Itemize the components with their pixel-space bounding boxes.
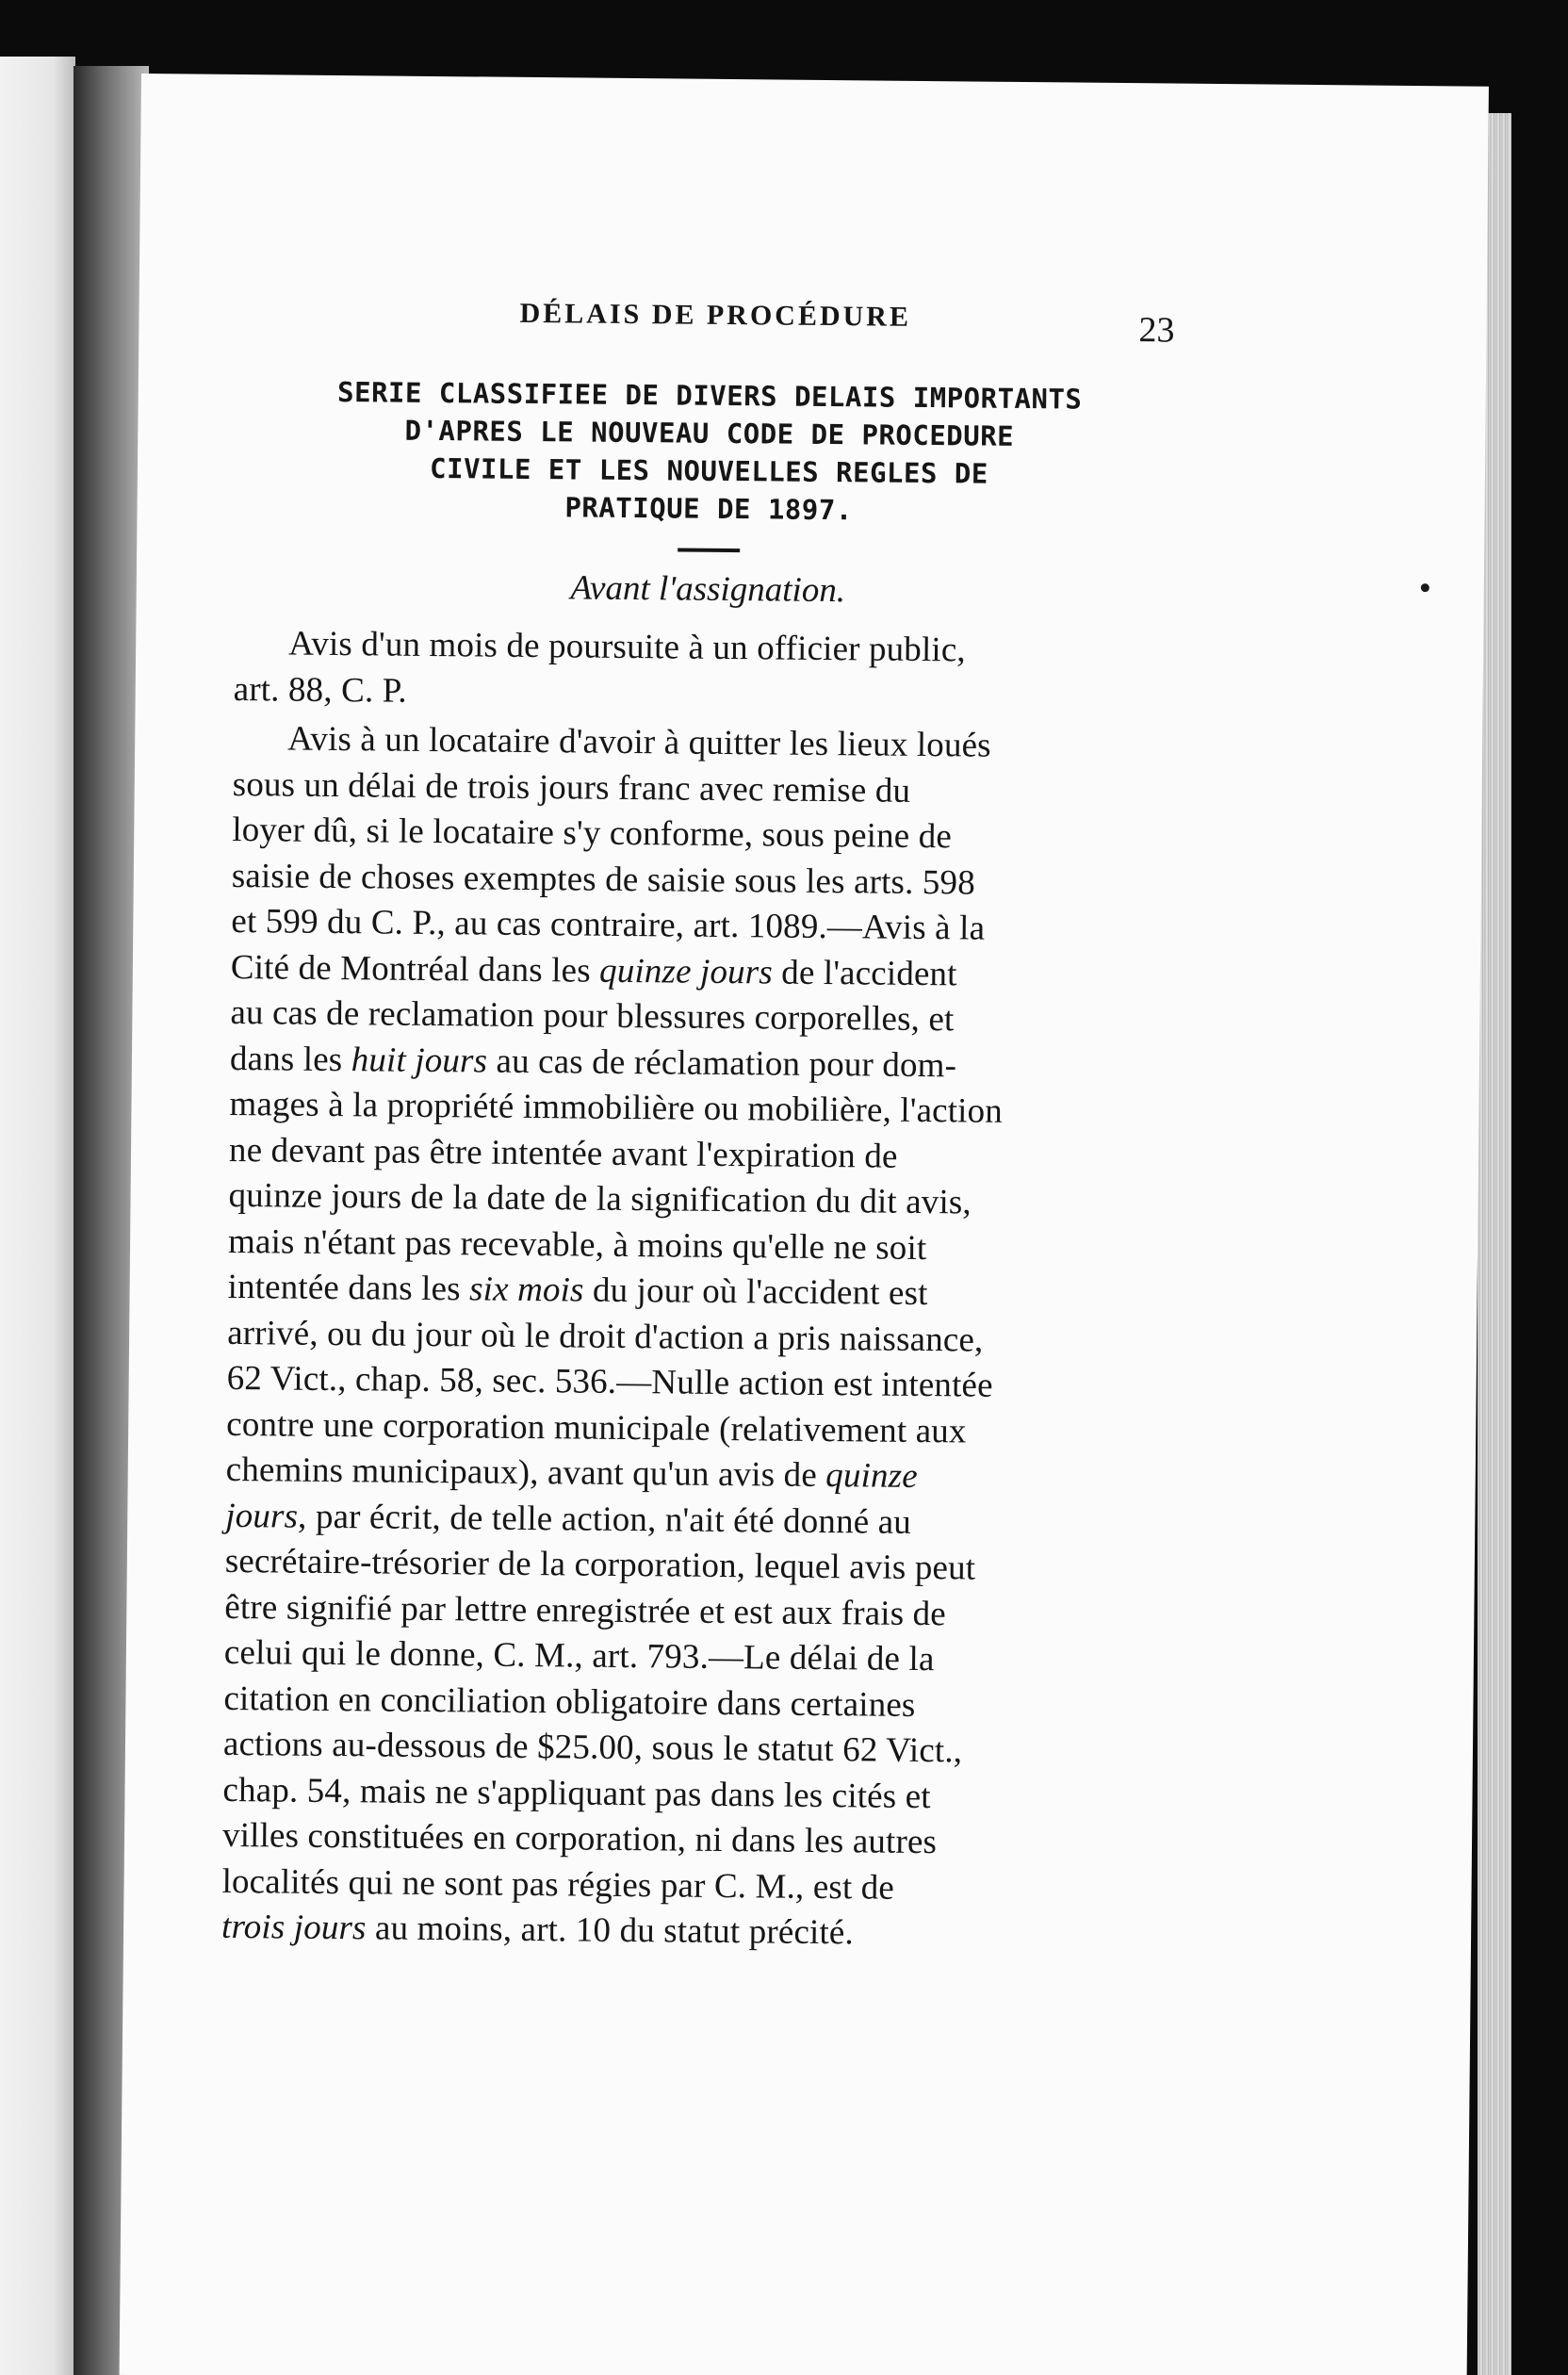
text-line (221, 1905, 1168, 1959)
heading-rule (678, 548, 740, 552)
text-run: intentée dans les (227, 1267, 470, 1309)
paragraph-2 (221, 716, 1181, 1959)
heading-line: D'APRES LE NOUVEAU CODE DE PROCEDURE (404, 414, 1015, 452)
text-line: Avis d'un mois de poursuite à un officier public, (288, 624, 966, 670)
italic-run: quinze jours (598, 951, 774, 991)
text-line: contre une corporation municipale (relativement aux (226, 1404, 967, 1450)
page-content (221, 284, 1184, 1963)
text-run: de l'accident (772, 952, 957, 993)
text-line: localités qui ne sont pas régies par C. M., est de (221, 1861, 895, 1908)
ink-speck (1421, 583, 1429, 592)
page-number: 23 (1138, 310, 1175, 351)
text-line: secrétaire-trésorier de la corporation, lequel avis peut (224, 1541, 976, 1588)
text-line: villes constituées en corporation, ni dans les autres (221, 1815, 938, 1862)
text-line: chap. 54, mais ne s'appliquant pas dans les cités et (222, 1770, 931, 1816)
text-line: quinze jours de la date de la signification du dit avis, (228, 1175, 972, 1222)
text-line (227, 1265, 1174, 1319)
text-line: loyer dû, si le locataire s'y conforme, sous peine de (232, 810, 953, 857)
text-line: sous un délai de trois jours franc avec remise du (232, 764, 911, 811)
heading-line: CIVILE ET LES NOUVELLES REGLES DE (429, 451, 988, 490)
text-line: actions au-dessous de $25.00, sous le statut 62 Vict., (222, 1724, 963, 1771)
heading-line: PRATIQUE DE 1897. (564, 491, 853, 527)
text-run: au moins, art. 10 du statut précité. (366, 1908, 855, 1953)
text-line: 62 Vict., chap. 58, sec. 536.—Nulle action est intentée (226, 1358, 993, 1405)
text-line: Avis à un locataire d'avoir à quitter les lieux loués (287, 719, 991, 765)
italic-run: trois jours (220, 1907, 367, 1948)
italic-run: huit jours (351, 1040, 488, 1081)
running-title: DÉLAIS DE PROCÉDURE (519, 297, 912, 333)
text-run: dans les (229, 1039, 351, 1079)
italic-run: six mois (468, 1269, 584, 1310)
text-run: chemins municipaux), avant qu'un avis de (225, 1450, 826, 1496)
text-line: citation en conciliation obligatoire dans certaines (223, 1679, 916, 1725)
text-line: celui qui le donne, C. M., art. 793.—Le délai de la (223, 1632, 935, 1679)
text-run: Cité de Montréal dans les (230, 947, 600, 991)
text-line: et 599 du C. P., au cas contraire, art. 1089.—Avis à la (231, 901, 986, 948)
text-line: saisie de choses exemptes de saisie sous les arts. 598 (231, 856, 976, 903)
text-line: art. 88, C. P. (233, 669, 407, 711)
paragraph-1 (233, 621, 1181, 722)
text-line: mais n'étant pas recevable, à moins qu'elle ne soit (227, 1221, 927, 1268)
text-line (226, 1448, 1173, 1502)
book-page (120, 74, 1489, 2375)
text-line: au cas de reclamation pour blessures corporelles, et (230, 992, 955, 1040)
text-line: ne devant pas être intentée avant l'expiration de (228, 1130, 898, 1176)
text-line: être signifié par lettre enregistrée et est aux frais de (224, 1587, 947, 1633)
running-head (237, 284, 1184, 350)
italic-run: jours (225, 1496, 299, 1536)
text-run: du jour où l'accident est (583, 1270, 928, 1314)
italic-run: quinze (825, 1456, 918, 1496)
section-heading (235, 372, 1183, 532)
heading-line: SERIE CLASSIFIEE DE DIVERS DELAIS IMPORTANTS (336, 376, 1083, 416)
text-run: , par écrit, de telle action, n'ait été donné au (297, 1497, 912, 1542)
text-line: arrivé, ou du jour où le droit d'action a pris naissance, (226, 1313, 984, 1360)
text-run: au cas de réclamation pour dom- (486, 1041, 957, 1085)
left-page-edge (0, 57, 75, 2375)
text-line: mages à la propriété immobilière ou mobilière, l'action (229, 1084, 1004, 1131)
subheading: Avant l'assignation. (570, 568, 846, 611)
